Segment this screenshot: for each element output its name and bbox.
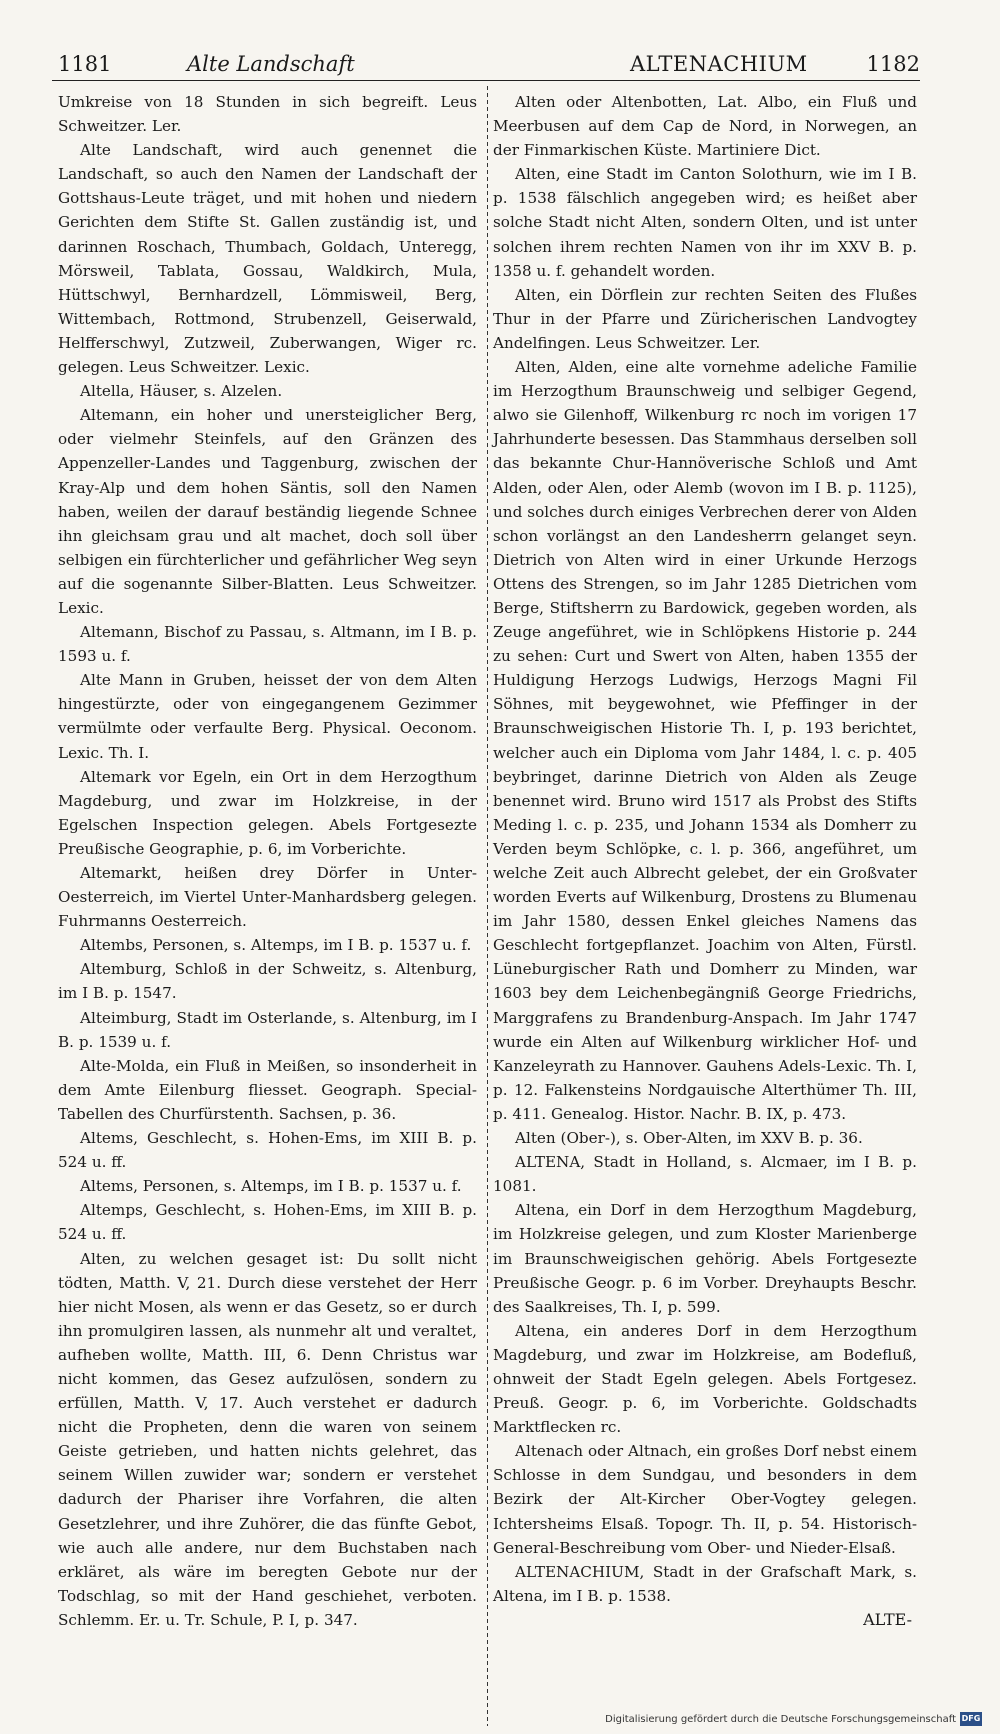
entry: Altella, Häuser, s. Alzelen. <box>80 382 283 401</box>
page-number-right: 1182 <box>866 52 920 76</box>
entry: Alten, eine Stadt im Canton Solothurn, wie im I B. p. 1538 fälschlich angegeben wird; es heißet aber solche Stadt nicht Alten, sondern Olten, und ist unter solchen ihrem rechten Namen von ihr im XXV B. p. 1358 u. f. gehandelt worden. <box>493 165 917 280</box>
entry: Altems, Personen, s. Altemps, im I B. p. 1537 u. f. <box>80 1177 462 1196</box>
entry: Altemarkt, heißen drey Dörfer in Unter-Oesterreich, im Viertel Unter-Manhardsberg gelegen. Fuhrmanns Oesterreich. <box>58 864 477 931</box>
entry: Alten, ein Dörflein zur rechten Seiten des Flußes Thur in der Pfarre und Züricherischen Landvogtey Andelfingen. Leus Schweitzer. Ler. <box>493 285 917 352</box>
page-number-left: 1181 <box>58 52 112 76</box>
entry: ALTENACHIUM, Stadt in der Grafschaft Mark, s. Altena, im I B. p. 1538. <box>493 1562 917 1605</box>
left-column <box>58 90 477 1632</box>
running-title-right: ALTENACHIUM <box>630 52 808 76</box>
entry: Alte Landschaft, wird auch genennet die Landschaft, so auch den Namen der Landschaft der Gottshaus-Leute träget, und mit hohen und niedern Gerichten dem Stifte St. Gallen zuständig ist, und darinnen Roschach, Thumbach, Goldach, Unteregg, Mörsweil, Tablata, Gossau, Waldkirch, Mula, Hüttschwyl, Bernhardzell, Lömmisweil, Berg, Wittembach, Rottmond, Strubenzell, Geiserwald, Helfferschwyl, Zutzweil, Zuberwangen, Wiger rc. gelegen. Leus Schweitzer. Lexic. <box>58 141 477 377</box>
entry: Alten, Alden, eine alte vornehme adeliche Familie im Herzogthum Braunschweig und selbiger Gegend, alwo sie Gilenhoff, Wilkenburg rc noch im vorigen 17 Jahrhunderte besessen. Das Stammhaus derselben soll das bekannte Chur-Hannöverische Schloß und Amt Alden, oder Alen, oder Alemb (wovon im I B. p. 1125), und solches durch einiges Verbrechen derer von Alden schon vorlängst an den Landesherrn gelanget seyn. Dietrich von Alten wird in einer Urkunde Herzogs Ottens des Strengen, so im Jahr 1285 Dietrichen vom Berge, Stiftsherrn zu Bardowick, gegeben worden, als Zeuge angeführet, wie in Schlöpkens Historie p. 244 zu sehen: Curt und Swert von Alten, haben 1355 der Huldigung Herzogs Ludwigs, Herzogs Magni Fil Söhnes, mit beygewohnet, wie Pfeffinger in der Braunschweigischen Historie Th. I, p. 193 berichtet, welcher auch ein Diploma vom Jahr 1484, l. c. p. 405 beybringet, darinne Dietrich von Alden als Zeuge benennet wird. Bruno wird 1517 als Probst des Stifts Meding l. c. p. 235, und Johann 1534 als Domherr zu Verden beym Schlöpke, c. l. p. 366, angeführet, um welche Zeit auch Albrecht gelebet, der ein Großvater worden Everts auf Wilkenburg, Drostens zu Blumenau im Jahr 1580, dessen Enkel gleiches Namens das Geschlecht fortgepflanzet. Joachim von Alten, Fürstl. Lüneburgischer Rath und Domherr zu Minden, war 1603 bey dem Leichenbegängniß George Friedrichs, Marggrafens zu Brandenburg-Anspach. Im Jahr 1747 wurde ein Alten auf Wilkenburg wirklicher Hof- und Kanzeleyrath zu Hannover. Gauhens Adels-Lexic. Th. I, p. 12. Falkensteins Nordgauische Alterthümer Th. III, p. 411. Genealog. Histor. Nachr. B. IX, p. 473. <box>493 358 917 1123</box>
entry: Altemburg, Schloß in der Schweitz, s. Altenburg, im I B. p. 1547. <box>58 960 477 1003</box>
page-header <box>52 46 920 81</box>
entry: Alten oder Altenbotten, Lat. Albo, ein Fluß und Meerbusen auf dem Cap de Nord, in Norwegen, an der Finmarkischen Küste. Martiniere Dict. <box>493 93 917 160</box>
entry: Alten, zu welchen gesaget ist: Du sollt nicht tödten, Matth. V, 21. Durch diese verstehet der Herr hier nicht Mosen, als wenn er das Gesetz, so er durch ihn promulgiren lassen, als nunmehr alt und veraltet, aufheben wollte, Matth. III, 6. Denn Christus war nicht kommen, das Gesez aufzulösen, sondern zu erfüllen, Matth. V, 17. Auch verstehet er dadurch nicht die Propheten, denn die waren von seinem Geiste getrieben, und hatten nichts gelehret, das seinem Willen zuwider war; sondern er verstehet dadurch der Phariser ihre Vorfahren, die alten Gesetzlehrer, und ihre Zuhörer, die das fünfte Gebot, wie auch alle andere, nur dem Buchstaben nach erkläret, als wäre im beregten Gebote nur der Todschlag, so mit der Hand geschiehet, verboten. Schlemm. Er. u. Tr. Schule, P. I, p. 347. <box>58 1249 477 1629</box>
entry: Altemps, Geschlecht, s. Hohen-Ems, im XIII B. p. 524 u. ff. <box>58 1201 477 1244</box>
entry: Altemann, Bischof zu Passau, s. Altmann, im I B. p. 1593 u. f. <box>58 623 477 666</box>
entry: Altena, ein Dorf in dem Herzogthum Magdeburg, im Holzkreise gelegen, und zum Kloster Marienberge im Braunschweigischen gehörig. Abels Fortgesezte Preußische Geogr. p. 6 im Vorber. Dreyhaupts Beschr. des Saalkreises, Th. I, p. 599. <box>493 1201 917 1316</box>
entry: ALTENA, Stadt in Holland, s. Alcmaer, im I B. p. 1081. <box>493 1153 917 1196</box>
entry: Altemark vor Egeln, ein Ort in dem Herzogthum Magdeburg, und zwar im Holzkreise, in der Egelschen Inspection gelegen. Abels Fortgesezte Preußische Geographie, p. 6, im Vorberichte. <box>58 767 477 858</box>
catchword: ALTE- <box>863 1610 912 1629</box>
entry: Alten (Ober-), s. Ober-Alten, im XXV B. p. 36. <box>515 1129 863 1148</box>
running-title-left: Alte Landschaft <box>187 52 355 76</box>
footer-credit: Digitalisierung gefördert durch die Deutsche Forschungsgemeinschaft <box>605 1713 956 1725</box>
entry: Altemann, ein hoher und unersteiglicher Berg, oder vielmehr Steinfels, auf den Gränzen des Appenzeller-Landes und Taggenburg, zwischen der Kray-Alp und dem hohen Säntis, soll den Namen haben, weilen der darauf beständig liegende Schnee ihn gleichsam grau und alt machet, doch soll über selbigen ein fürchterlicher und gefährlicher Weg seyn auf die sogenannte Silber-Blatten. Leus Schweitzer. Lexic. <box>58 406 477 617</box>
entry: Altena, ein anderes Dorf in dem Herzogthum Magdeburg, und zwar im Holzkreise, am Bodefluß, ohnweit der Stadt Egeln gelegen. Abels Fortgesez. Preuß. Geogr. p. 6, im Vorberichte. Goldschadts Marktflecken rc. <box>493 1321 917 1437</box>
entry: Altembs, Personen, s. Altemps, im I B. p. 1537 u. f. <box>80 936 472 955</box>
right-column <box>493 90 917 1608</box>
entry: Umkreise von 18 Stunden in sich begreift. Leus Schweitzer. Ler. <box>58 93 477 136</box>
entry: Alte-Molda, ein Fluß in Meißen, so insonderheit in dem Amte Eilenburg fliesset. Geograph. Special-Tabellen des Churfürstenth. Sachsen, p. 36. <box>58 1056 477 1123</box>
dfg-logo-icon: DFG <box>960 1712 982 1726</box>
column-divider <box>487 86 488 1726</box>
footer <box>605 1712 982 1726</box>
entry: Altenach oder Altnach, ein großes Dorf nebst einem Schlosse in dem Sundgau, und besonders in dem Bezirk der Alt-Kircher Ober-Vogtey gelegen. Ichtersheims Elsaß. Topogr. Th. II, p. 54. Historisch-General-Beschreibung vom Ober- und Nieder-Elsaß. <box>493 1442 917 1557</box>
entry: Altems, Geschlecht, s. Hohen-Ems, im XIII B. p. 524 u. ff. <box>58 1129 477 1172</box>
entry: Alteimburg, Stadt im Osterlande, s. Altenburg, im I B. p. 1539 u. f. <box>58 1008 477 1051</box>
entry: Alte Mann in Gruben, heisset der von dem Alten hingestürzte, oder von eingegangenem Gezimmer vermülmte oder verfaulte Berg. Physical. Oeconom. Lexic. Th. I. <box>58 671 477 762</box>
